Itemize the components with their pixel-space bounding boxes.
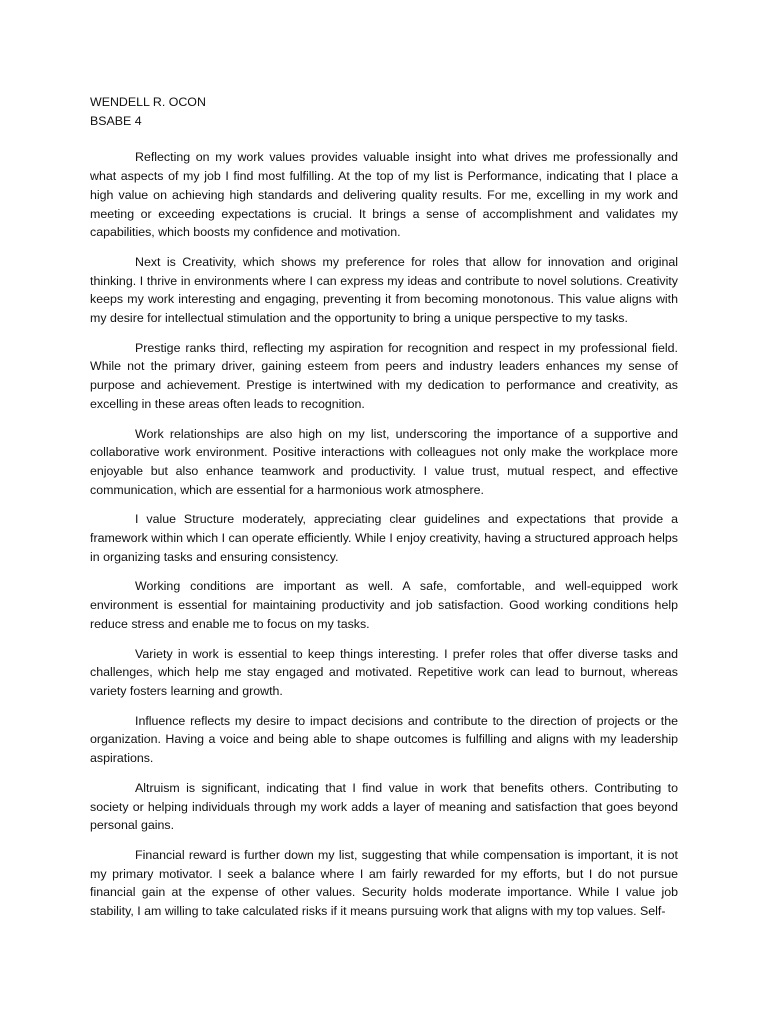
paragraph-work-relationships: Work relationships are also high on my list, underscoring the importance of a supportive and collaborative work environment. Positive interactions with colleagues not only make the workplace more enjoyable but also enhance teamwork and productivity. I value trust, mutual respect, and effective communication, which are essential for a harmonious work atmosphere. xyxy=(90,426,678,497)
course-label: BSABE 4 xyxy=(90,113,142,128)
paragraph-altruism: Altruism is significant, indicating that I find value in work that benefits others. Contributing to society or helping individuals through my work adds a layer of meaning and satisfaction that goes beyond personal gains. xyxy=(90,780,678,833)
paragraph-creativity: Next is Creativity, which shows my preference for roles that allow for innovation and original thinking. I thrive in environments where I can express my ideas and contribute to novel solutions. Creativity keeps my work interesting and engaging, preventing it from becoming monotonous. This value aligns with my desire for intellectual stimulation and the opportunity to bring a unique perspective to my tasks. xyxy=(90,254,678,326)
author-name: WENDELL R. OCON xyxy=(90,95,206,109)
paragraph-prestige: Prestige ranks third, reflecting my aspiration for recognition and respect in my professional field. While not the primary driver, gaining esteem from peers and industry leaders enhances my sense of purpose and achievement. Prestige is intertwined with my dedication to performance and creativity, as excelling in these areas often leads to recognition. xyxy=(90,340,678,411)
paragraph-working-conditions: Working conditions are important as well. A safe, comfortable, and well-equipped work environment is essential for maintaining productivity and job satisfaction. Good working conditions help reduce stress and enable me to focus on my tasks. xyxy=(90,579,678,631)
paragraph-financial-reward: Financial reward is further down my list, suggesting that while compensation is important, it is not my primary motivator. I seek a balance where I am fairly rewarded for my efforts, but I do not pursue financial gain at the expense of other values. Security holds moderate importance. While I value job stability, I am willing to take calculated risks if it means pursuing work that aligns with my top values. Self- xyxy=(90,847,678,919)
author-header xyxy=(90,93,678,130)
paragraph-structure: I value Structure moderately, appreciating clear guidelines and expectations that provide a framework within which I can operate efficiently. While I enjoy creativity, having a structured approach helps in organizing tasks and ensuring consistency. xyxy=(90,512,678,564)
paragraph-variety: Variety in work is essential to keep things interesting. I prefer roles that offer diverse tasks and challenges, which help me stay engaged and motivated. Repetitive work can lead to burnout, whereas variety fosters learning and growth. xyxy=(90,646,678,698)
paragraph-performance: Reflecting on my work values provides valuable insight into what drives me professionally and what aspects of my job I find most fulfilling. At the top of my list is Performance, indicating that I place a high value on achieving high standards and delivering quality results. For me, excelling in my work and meeting or exceeding expectations is crucial. It brings a sense of accomplishment and validates my capabilities, which boosts my confidence and motivation. xyxy=(90,150,678,240)
paragraph-influence: Influence reflects my desire to impact decisions and contribute to the direction of projects or the organization. Having a voice and being able to shape outcomes is fulfilling and aligns with my leadership aspirations. xyxy=(90,713,678,766)
document-page xyxy=(90,93,678,932)
